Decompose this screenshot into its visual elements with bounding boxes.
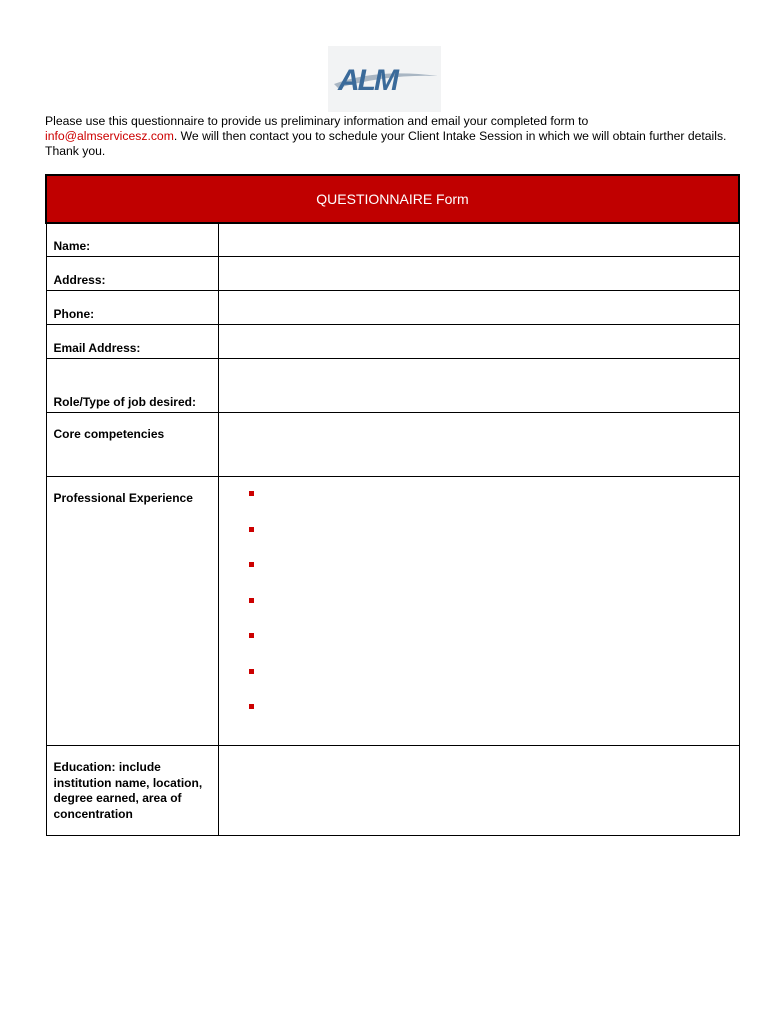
experience-bullet-item: [249, 487, 739, 523]
logo-text: ALM: [338, 64, 397, 97]
intro-paragraph: [45, 114, 735, 159]
field-row-phone: [46, 291, 739, 325]
role-input[interactable]: [218, 359, 739, 413]
field-row-role: [46, 359, 739, 413]
name-input[interactable]: [218, 223, 739, 257]
company-logo: [328, 46, 441, 112]
square-bullet-icon: [249, 562, 254, 567]
field-row-experience: [46, 477, 739, 746]
intro-text: Please use this questionnaire to provide us preliminary information and email your completed form to: [45, 114, 589, 128]
core-competencies-label: Core competencies: [46, 413, 218, 477]
email-input[interactable]: [218, 325, 739, 359]
experience-bullet-item: [249, 523, 739, 559]
address-input[interactable]: [218, 257, 739, 291]
experience-bullet-item: [249, 558, 739, 594]
experience-bullet-item: [249, 665, 739, 701]
square-bullet-icon: [249, 704, 254, 709]
experience-bullet-item: [249, 700, 739, 736]
field-row-education: [46, 746, 739, 836]
experience-bullet-item: [249, 594, 739, 630]
contact-email-link[interactable]: info@almservicesz.com: [45, 129, 174, 143]
square-bullet-icon: [249, 527, 254, 532]
core-competencies-input[interactable]: [218, 413, 739, 477]
square-bullet-icon: [249, 669, 254, 674]
alm-logo-icon: [328, 46, 441, 112]
email-label: Email Address:: [46, 325, 218, 359]
field-row-email: [46, 325, 739, 359]
education-input[interactable]: [218, 746, 739, 836]
role-label: Role/Type of job desired:: [46, 359, 218, 413]
square-bullet-icon: [249, 598, 254, 603]
education-label: Education: include institution name, location, degree earned, area of concentration: [46, 746, 218, 836]
intro-text-rest: . We will then contact you to schedule your Client Intake Session in which we will obtain further details. Thank you.: [45, 129, 727, 158]
phone-input[interactable]: [218, 291, 739, 325]
experience-label: Professional Experience: [46, 477, 218, 746]
square-bullet-icon: [249, 491, 254, 496]
form-title: QUESTIONNAIRE Form: [46, 175, 739, 223]
name-label: Name:: [46, 223, 218, 257]
questionnaire-form: [45, 174, 740, 836]
field-row-name: [46, 223, 739, 257]
phone-label: Phone:: [46, 291, 218, 325]
experience-input[interactable]: [218, 477, 739, 746]
experience-bullet-list: [219, 477, 739, 736]
field-row-address: [46, 257, 739, 291]
experience-bullet-item: [249, 629, 739, 665]
field-row-core: [46, 413, 739, 477]
address-label: Address:: [46, 257, 218, 291]
square-bullet-icon: [249, 633, 254, 638]
